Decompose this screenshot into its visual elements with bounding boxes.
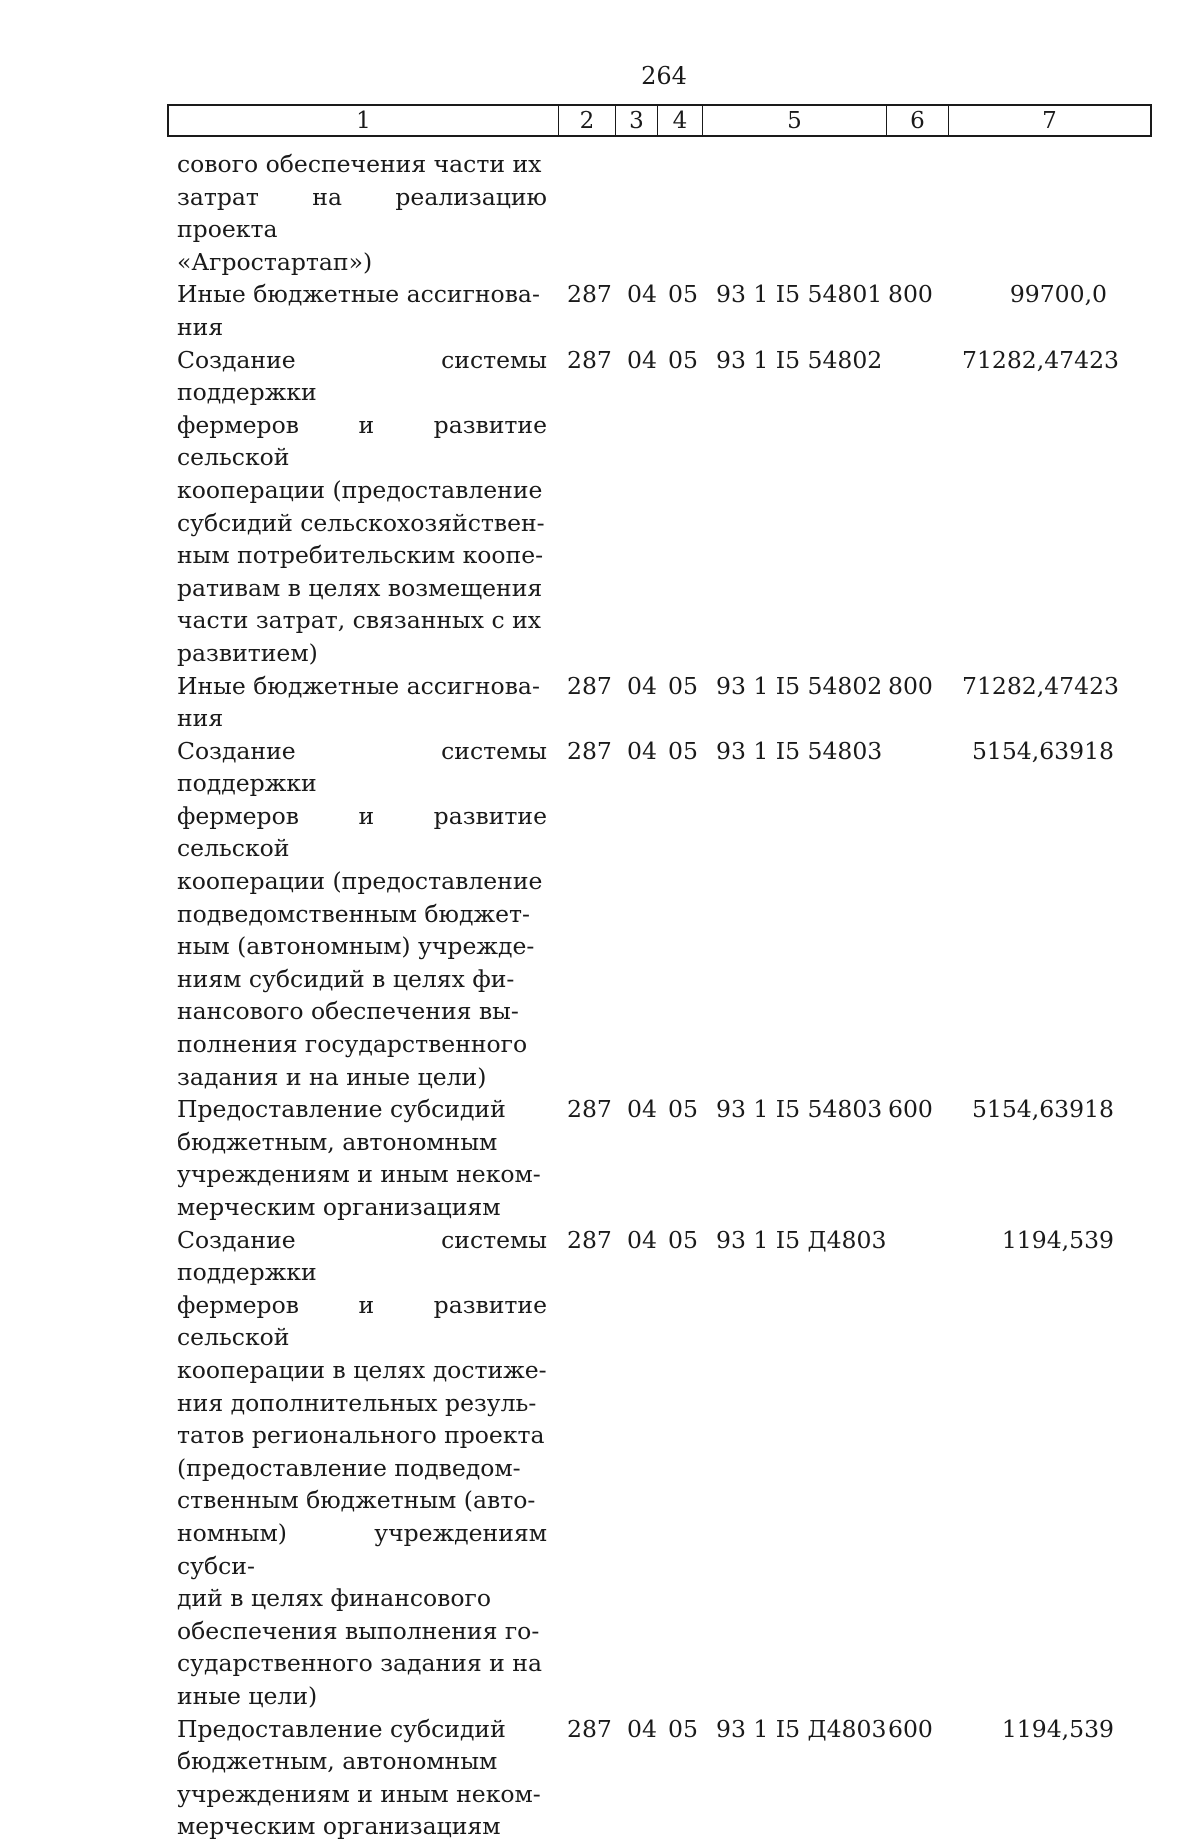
table-row [177,344,1162,670]
header-col-1: 1 [169,106,559,135]
row-section-code: 04 [627,1714,657,1743]
row-gr-code: 287 [567,1714,612,1743]
header-col-2: 2 [559,106,616,135]
row-target-code: 93 1 I5 54802 [716,671,883,700]
row-description: Предоставление субсидий бюджетным, автономным учреждениям и иным неком- мерческим организациям [177,1714,541,1841]
row-amount: 5154,63918 [971,1095,1114,1124]
table-row [177,148,1162,278]
table-row [177,735,1162,1094]
row-amount: 1194,539 [1001,1225,1114,1254]
row-target-code: 93 1 I5 54803 [716,1095,883,1124]
header-col-3: 3 [616,106,658,135]
row-target-code: 93 1 I5 54803 [716,736,883,765]
row-description: сового обеспечения части их затрат на реализацию проекта «Агростартап») [177,150,547,276]
row-gr-code: 287 [567,280,612,309]
row-target-code: 93 1 I5 54801 [716,280,883,309]
row-description: Предоставление субсидий бюджетным, автономным учреждениям и иным неком- мерческим организациям [177,1095,541,1221]
row-expense-type: 800 [888,671,933,700]
row-target-code: 93 1 I5 Д4803 [716,1714,887,1743]
row-subsection-code: 05 [668,671,698,700]
row-gr-code: 287 [567,671,612,700]
row-description: Создание системы поддержки фермеров и развитие сельской кооперации в целях достиже- ния дополнительных резуль- татов регионального проекта (предоставление подведом- ственным бюджетным (авто- номным) учреждениям субси- дий в целях финансового обеспечения выполнения го- сударственного задания и на иные цели) [177,1225,547,1710]
row-section-code: 04 [627,736,657,765]
row-section-code: 04 [627,671,657,700]
row-subsection-code: 05 [668,1095,698,1124]
row-expense-type: 600 [888,1714,933,1743]
row-amount: 99700,0 [1009,280,1107,309]
table-row [177,1093,1162,1223]
row-section-code: 04 [627,280,657,309]
table-row [177,670,1162,735]
header-col-7: 7 [1042,108,1057,134]
row-subsection-code: 05 [668,280,698,309]
row-amount: 71282,47423 [962,345,1119,374]
table-row [177,1224,1162,1713]
table-header [167,104,1152,137]
row-description: Создание системы поддержки фермеров и развитие сельской кооперации (предоставление субсидий сельскохозяйствен- ным потребительским коопе- ративам в целях возмещения части затрат, связанных с их развитием) [177,345,547,667]
row-subsection-code: 05 [668,345,698,374]
header-col-4: 4 [658,106,703,135]
header-col-6: 6 [887,106,949,135]
row-section-code: 04 [627,345,657,374]
row-amount: 5154,63918 [971,736,1114,765]
page-number: 264 [641,62,687,90]
header-col-5: 5 [703,106,887,135]
row-gr-code: 287 [567,345,612,374]
row-subsection-code: 05 [668,1714,698,1743]
table-body [177,148,1162,1843]
row-gr-code: 287 [567,1225,612,1254]
row-target-code: 93 1 I5 54802 [716,345,883,374]
row-description: Создание системы поддержки фермеров и развитие сельской кооперации (предоставление подведомственным бюджет- ным (автономным) учрежде- ниям субсидий в целях фи- нансового обеспечения вы- полнения государственного задания и на иные цели) [177,736,547,1091]
row-subsection-code: 05 [668,1225,698,1254]
row-description: Иные бюджетные ассигнова- ния [177,280,540,341]
row-expense-type: 600 [888,1095,933,1124]
row-expense-type: 800 [888,280,933,309]
table-row [177,1713,1162,1843]
row-gr-code: 287 [567,736,612,765]
row-target-code: 93 1 I5 Д4803 [716,1225,887,1254]
row-gr-code: 287 [567,1095,612,1124]
table-row [177,278,1162,343]
row-amount: 71282,47423 [962,671,1119,700]
row-description: Иные бюджетные ассигнова- ния [177,671,540,733]
row-section-code: 04 [627,1225,657,1254]
row-subsection-code: 05 [668,736,698,765]
row-amount: 1194,539 [1001,1714,1114,1743]
row-section-code: 04 [627,1095,657,1124]
